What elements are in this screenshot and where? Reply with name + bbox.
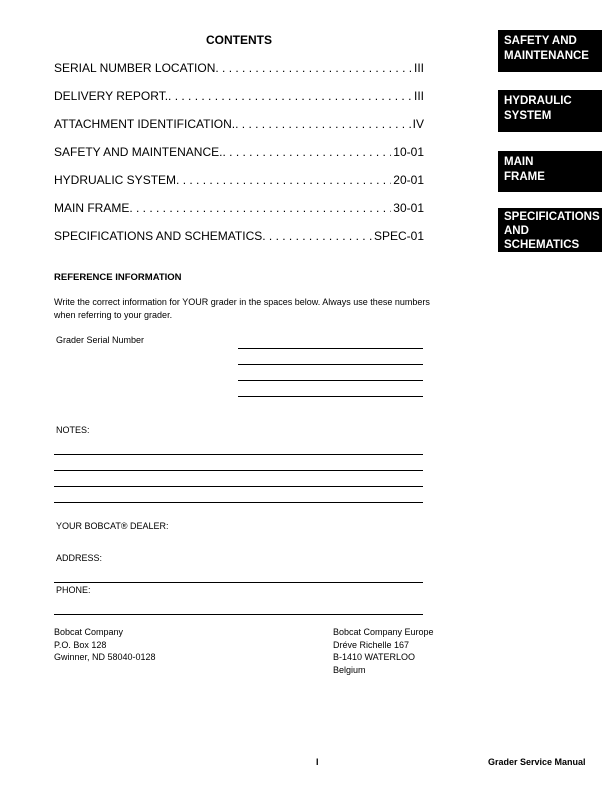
- phone-line[interactable]: [54, 614, 423, 615]
- notes-line[interactable]: [54, 486, 423, 487]
- tab-main-frame[interactable]: MAIN FRAME: [498, 151, 602, 192]
- toc-leader: [168, 89, 412, 103]
- toc-entry-specifications[interactable]: [54, 229, 424, 243]
- serial-number-line[interactable]: [238, 348, 423, 349]
- toc-entry-attachment-id[interactable]: [54, 117, 424, 131]
- toc-page: III: [413, 89, 424, 103]
- address-line[interactable]: [54, 582, 423, 583]
- manual-title: Grader Service Manual: [488, 757, 586, 767]
- toc-page: 30-01: [393, 201, 424, 215]
- serial-number-line[interactable]: [238, 380, 423, 381]
- contents-title: CONTENTS: [206, 33, 272, 47]
- dealer-label: YOUR BOBCAT® DEALER:: [56, 521, 169, 531]
- toc-label: SAFETY AND MAINTENANCE.: [54, 145, 223, 159]
- toc-leader: [215, 61, 412, 75]
- toc-leader: [262, 229, 372, 243]
- toc-page: 20-01: [393, 173, 424, 187]
- phone-label: PHONE:: [56, 585, 91, 595]
- toc-leader: [129, 201, 391, 215]
- toc-label: MAIN FRAME: [54, 201, 130, 215]
- address-label: ADDRESS:: [56, 553, 103, 563]
- toc-entry-main-frame[interactable]: [54, 201, 424, 215]
- toc-label: HYDRUALIC SYSTEM: [54, 173, 177, 187]
- reference-heading: REFERENCE INFORMATION: [54, 272, 182, 283]
- page-number: I: [316, 757, 319, 767]
- notes-line[interactable]: [54, 502, 423, 503]
- toc-leader: [235, 117, 411, 131]
- tab-safety-maintenance[interactable]: SAFETY AND MAINTENANCE: [498, 30, 602, 72]
- notes-label: NOTES:: [56, 425, 90, 435]
- tab-hydraulic-system[interactable]: HYDRAULIC SYSTEM: [498, 90, 602, 132]
- reference-intro: Write the correct information for YOUR grader in the spaces below. Always use these numbers when referring to your grader.: [54, 297, 430, 320]
- toc-page: IV: [412, 117, 424, 131]
- address-us: Bobcat Company P.O. Box 128 Gwinner, ND 58040-0128: [54, 627, 156, 662]
- toc-entry-safety[interactable]: [54, 145, 424, 159]
- toc-page: 10-01: [393, 145, 424, 159]
- notes-line[interactable]: [54, 454, 423, 455]
- address-europe: Bobcat Company Europe Dréve Richelle 167 B-1410 WATERLOO Belgium: [333, 627, 434, 675]
- toc-label: ATTACHMENT IDENTIFICATION.: [54, 117, 236, 131]
- toc-label: DELIVERY REPORT.: [54, 89, 169, 103]
- toc-leader: [222, 145, 391, 159]
- toc-entry-serial-number[interactable]: [54, 61, 424, 75]
- toc-entry-hydraulic[interactable]: [54, 173, 424, 187]
- toc-entry-delivery-report[interactable]: [54, 89, 424, 103]
- toc-label: SPECIFICATIONS AND SCHEMATICS: [54, 229, 263, 243]
- toc-page: SPEC-01: [373, 229, 424, 243]
- serial-number-line[interactable]: [238, 396, 423, 397]
- serial-number-label: Grader Serial Number: [56, 335, 145, 345]
- serial-number-line[interactable]: [238, 364, 423, 365]
- tab-specifications-schematics[interactable]: SPECIFICATIONS AND SCHEMATICS: [498, 208, 602, 252]
- notes-line[interactable]: [54, 470, 423, 471]
- toc-leader: [176, 173, 391, 187]
- toc-page: III: [413, 61, 424, 75]
- toc-label: SERIAL NUMBER LOCATION: [54, 61, 216, 75]
